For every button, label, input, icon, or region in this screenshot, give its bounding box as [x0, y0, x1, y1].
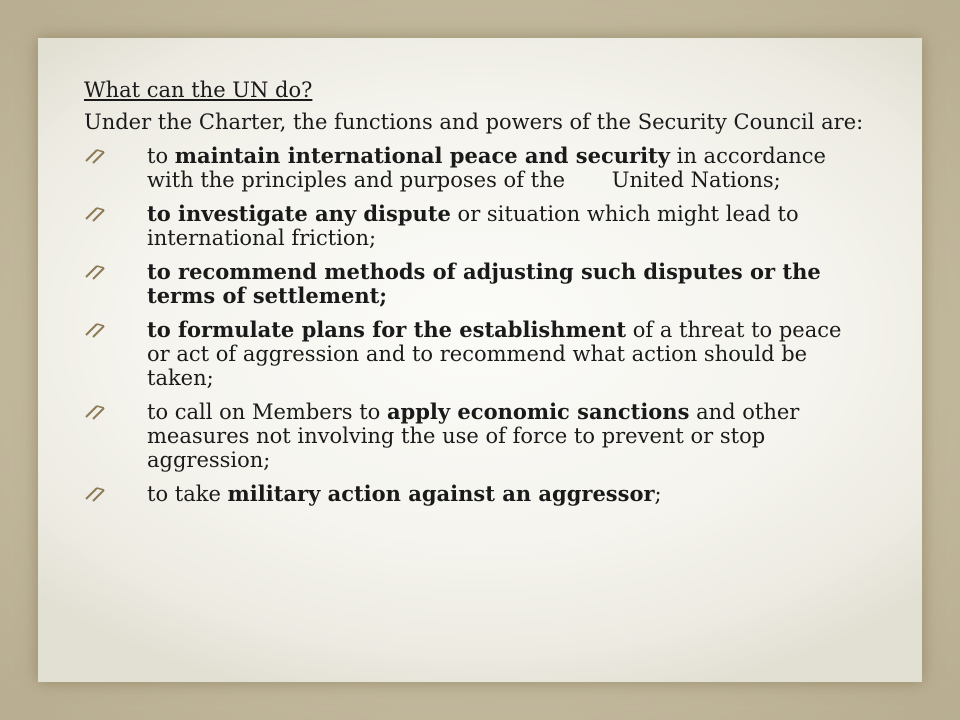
bullet-text-regular: to call on Members to — [147, 400, 387, 424]
bullet-text-bold: apply economic sanctions — [386, 399, 690, 424]
bullet-item — [84, 260, 864, 308]
bullet-item — [84, 202, 864, 250]
slide-heading: What can the UN do? — [84, 78, 313, 102]
bullet-text-regular: ; — [654, 482, 662, 506]
diagonal-arrow-bullet-icon — [84, 403, 120, 421]
bullet-text-bold: maintain international peace and security — [174, 143, 670, 168]
bullet-item — [84, 144, 864, 192]
bullet-text-regular: of a threat to peace or act of aggression and to recommend what action should be taken; — [147, 318, 842, 390]
bullet-text-bold: to recommend methods of adjusting such disputes or the terms of settlement; — [147, 259, 821, 308]
bullet-text-regular: to — [147, 144, 175, 168]
diagonal-arrow-bullet-icon — [84, 321, 120, 339]
diagonal-arrow-bullet-icon — [84, 205, 120, 223]
bullet-list — [84, 144, 864, 506]
bullet-text — [147, 482, 662, 506]
diagonal-arrow-bullet-icon — [84, 147, 120, 165]
bullet-text-regular: in accordance with the principles and purposes of the United Nations; — [147, 144, 826, 192]
bullet-text — [147, 400, 799, 472]
bullet-text — [147, 144, 826, 192]
diagonal-arrow-bullet-icon — [84, 263, 120, 281]
bullet-item — [84, 318, 864, 390]
bullet-text — [147, 318, 841, 390]
bullet-text-bold: to investigate any dispute — [147, 201, 451, 226]
bullet-text-bold: to formulate plans for the establishment — [147, 317, 627, 342]
bullet-text — [147, 260, 821, 308]
bullet-text-regular: and other measures not involving the use of force to prevent or stop aggression; — [147, 400, 800, 472]
diagonal-arrow-bullet-icon — [84, 485, 120, 503]
intro-paragraph: Under the Charter, the functions and powers of the Security Council are: — [84, 110, 864, 134]
bullet-item — [84, 482, 864, 506]
bullet-text-regular: to take — [147, 482, 228, 506]
bullet-text-bold: military action against an aggressor — [227, 481, 655, 506]
bullet-item — [84, 400, 864, 472]
bullet-text-regular: or situation which might lead to international friction; — [147, 202, 799, 250]
slide-content — [84, 78, 864, 516]
bullet-text — [147, 202, 799, 250]
